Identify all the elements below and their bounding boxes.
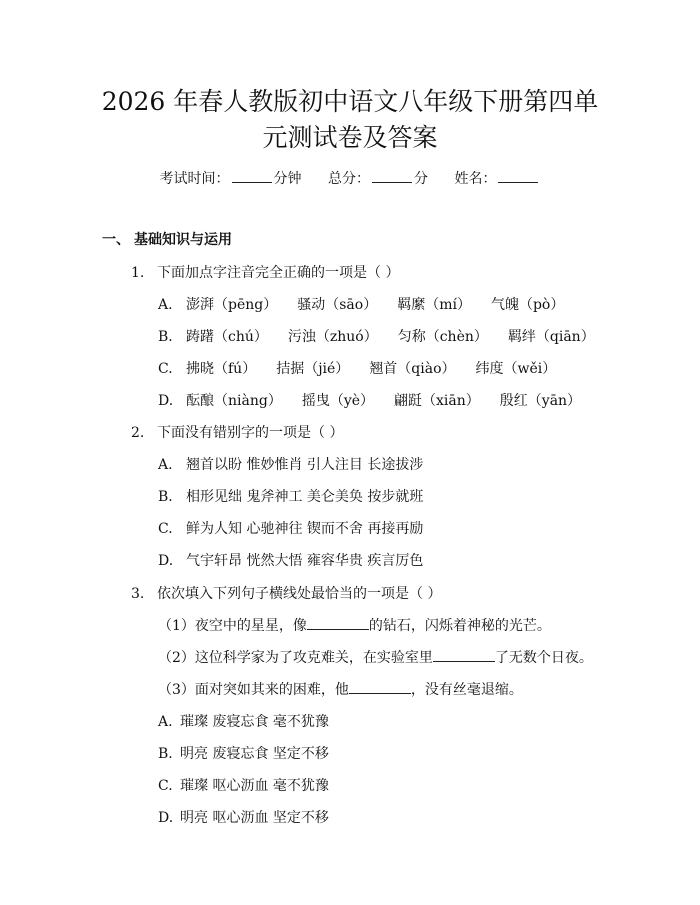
option-text: 璀璨 废寝忘食 毫不犹豫 (180, 714, 329, 730)
name-field (454, 168, 540, 188)
option-label: A. (158, 714, 173, 730)
option-item: 纬度（wěi） (475, 361, 557, 377)
q3-sentence-2 (158, 647, 593, 667)
option-label: D. (158, 810, 174, 826)
question-2-stem (131, 422, 343, 442)
total-score-blank (372, 170, 412, 183)
question-1-stem (131, 262, 399, 282)
name-blank (498, 170, 538, 183)
q2-option-d (158, 550, 423, 570)
sentence-text: （1）夜空中的星星，像 (158, 618, 307, 634)
option-item: 澎湃（pēng） (186, 297, 278, 313)
q3-option-c (158, 775, 329, 795)
option-label: B. (158, 489, 173, 505)
option-label: C. (158, 361, 173, 377)
option-label: B. (158, 746, 173, 762)
option-item: 骚动（sāo） (297, 297, 378, 313)
option-item: 翩跹（xiān） (394, 393, 480, 409)
sentence-text: （3）面对突如其来的困难，他 (158, 682, 349, 698)
option-item: 气魄（pò） (490, 297, 565, 313)
q1-option-d (158, 390, 581, 410)
option-text: 明亮 废寝忘食 坚定不移 (180, 746, 329, 762)
option-label: D. (158, 393, 174, 409)
q2-option-a (158, 454, 423, 474)
question-number: 1. (131, 265, 145, 281)
q2-option-c (158, 518, 423, 538)
option-item: 污浊（zhuó） (287, 329, 378, 345)
section-title: 基础知识与运用 (134, 232, 232, 248)
exam-meta (0, 168, 700, 188)
section-heading (102, 229, 232, 249)
section-number: 一、 (102, 232, 130, 248)
title-line-1: 2026 年春人教版初中语文八年级下册第四单 (101, 87, 599, 116)
fill-blank (307, 616, 369, 630)
option-text: 璀璨 呕心沥血 毫不犹豫 (180, 778, 329, 794)
option-text: 翘首以盼 惟妙惟肖 引人注目 长途拔涉 (186, 457, 424, 473)
option-label: C. (158, 521, 173, 537)
option-item: 拮据（jié） (276, 361, 350, 377)
fill-blank (433, 648, 495, 662)
exam-time-field (160, 168, 302, 188)
exam-time-blank (232, 170, 272, 183)
q1-option-c (158, 358, 556, 378)
option-label: C. (158, 778, 173, 794)
option-item: 拂晓（fú） (186, 361, 257, 377)
option-item: 踌躇（chú） (186, 329, 268, 345)
q3-option-a (158, 711, 329, 731)
title-line-2: 元测试卷及答案 (262, 123, 438, 152)
option-label: A. (158, 457, 173, 473)
sentence-text: 的钻石，闪烁着神秘的光芒。 (368, 618, 551, 634)
option-text: 相形见绌 鬼斧神工 美仑美奂 按步就班 (186, 489, 424, 505)
option-item: 摇曳（yè） (301, 393, 375, 409)
option-item: 羁绊（qiān） (507, 329, 595, 345)
sentence-text: 了无数个日夜。 (494, 650, 593, 666)
sentence-text: ，没有丝毫退缩。 (410, 682, 523, 698)
exam-time-label: 考试时间： (159, 171, 230, 187)
option-text: 气宇轩昂 恍然大悟 雍容华贵 疾言厉色 (186, 553, 424, 569)
q1-option-b (158, 326, 595, 346)
q3-sentence-3 (158, 679, 523, 699)
question-number: 2. (131, 425, 145, 441)
exam-time-unit: 分钟 (273, 171, 302, 187)
q1-option-a (158, 294, 564, 314)
name-label: 姓名： (454, 171, 497, 187)
question-3-stem (131, 583, 441, 603)
total-score-unit: 分 (414, 171, 428, 187)
q2-option-b (158, 486, 423, 506)
q3-option-d (158, 807, 329, 827)
total-score-label: 总分： (328, 171, 370, 187)
option-text: 明亮 呕心沥血 坚定不移 (180, 810, 329, 826)
option-item: 殷红（yān） (499, 393, 582, 409)
q3-option-b (158, 743, 329, 763)
question-text: 依次填入下列句子横线处最恰当的一项是（ ） (157, 586, 442, 602)
question-text: 下面加点字注音完全正确的一项是（ ） (157, 265, 400, 281)
q3-sentence-1 (158, 615, 551, 635)
option-item: 匀称（chèn） (397, 329, 488, 345)
option-item: 羁縻（mí） (397, 297, 471, 313)
option-label: D. (158, 553, 174, 569)
option-item: 酝酿（niàng） (186, 393, 282, 409)
question-number: 3. (131, 586, 145, 602)
option-item: 翘首（qiào） (369, 361, 456, 377)
document-title (60, 84, 640, 156)
option-label: A. (158, 297, 173, 313)
option-label: B. (158, 329, 173, 345)
fill-blank (349, 680, 411, 694)
option-text: 鲜为人知 心驰神往 锲而不舍 再接再励 (186, 521, 424, 537)
question-text: 下面没有错别字的一项是（ ） (157, 425, 344, 441)
total-score-field (328, 168, 428, 188)
sentence-text: （2）这位科学家为了攻克难关，在实验室里 (158, 650, 433, 666)
